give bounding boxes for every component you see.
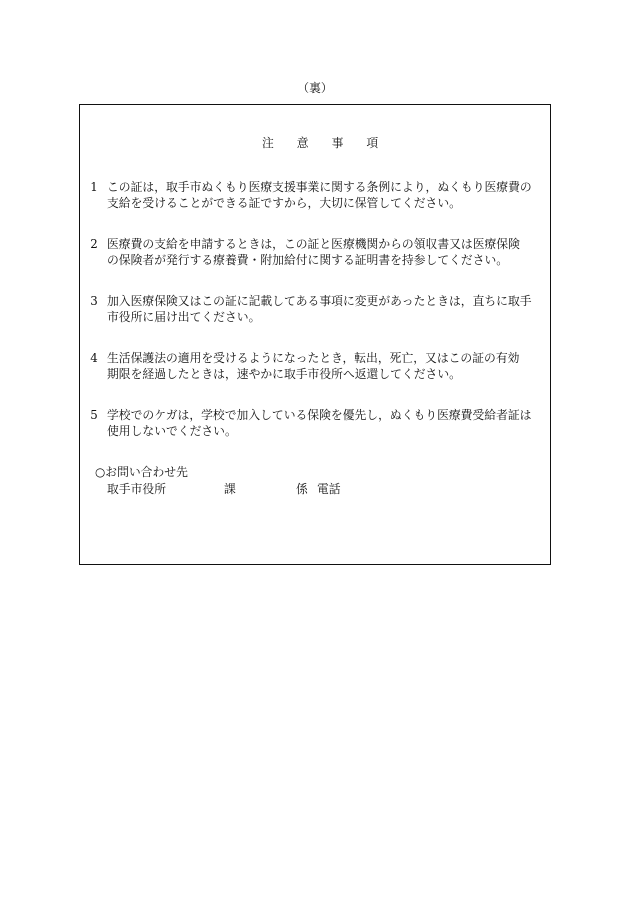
note-3-line-2: 市役所に届け出てください。 <box>107 310 261 324</box>
note-4-line-2: 期限を経過したときは，速やかに取手市役所へ返還してください。 <box>107 367 461 381</box>
contact-phone: 電話 <box>317 482 341 496</box>
note-5-number: 5 <box>90 408 98 422</box>
contact-section: 課 <box>224 482 236 496</box>
contact-office: 取手市役所 <box>107 482 166 496</box>
note-4-number: 4 <box>90 351 98 365</box>
note-3-number: 3 <box>90 294 98 308</box>
note-1-line-1: この証は，取手市ぬくもり医療支援事業に関する条例により，ぬくもり医療費の <box>107 180 532 194</box>
note-2-line-2: の保険者が発行する療養費・附加給付に関する証明書を持参してください。 <box>107 253 509 267</box>
notice-title: 注意事項 <box>262 136 402 150</box>
note-2-line-1: 医療費の支給を申請するときは，この証と医療機関からの領収書又は医療保険 <box>107 237 520 251</box>
note-4-line-1: 生活保護法の適用を受けるようになったとき，転出，死亡，又はこの証の有効 <box>107 351 520 365</box>
note-3-line-1: 加入医療保険又はこの証に記載してある事項に変更があったときは，直ちに取手 <box>107 294 532 308</box>
note-1-number: 1 <box>90 180 98 194</box>
note-2-number: 2 <box>90 237 98 251</box>
note-5-line-2: 使用しないでください。 <box>107 424 237 438</box>
note-5-line-1: 学校でのケガは，学校で加入している保険を優先し，ぬくもり医療費受給者証は <box>107 408 532 422</box>
page-side-label: （裏） <box>297 81 333 95</box>
contact-label: ○お問い合わせ先 <box>95 465 188 479</box>
contact-subsection: 係 <box>296 482 308 496</box>
note-1-line-2: 支給を受けることができる証ですから，大切に保管してください。 <box>107 196 461 210</box>
